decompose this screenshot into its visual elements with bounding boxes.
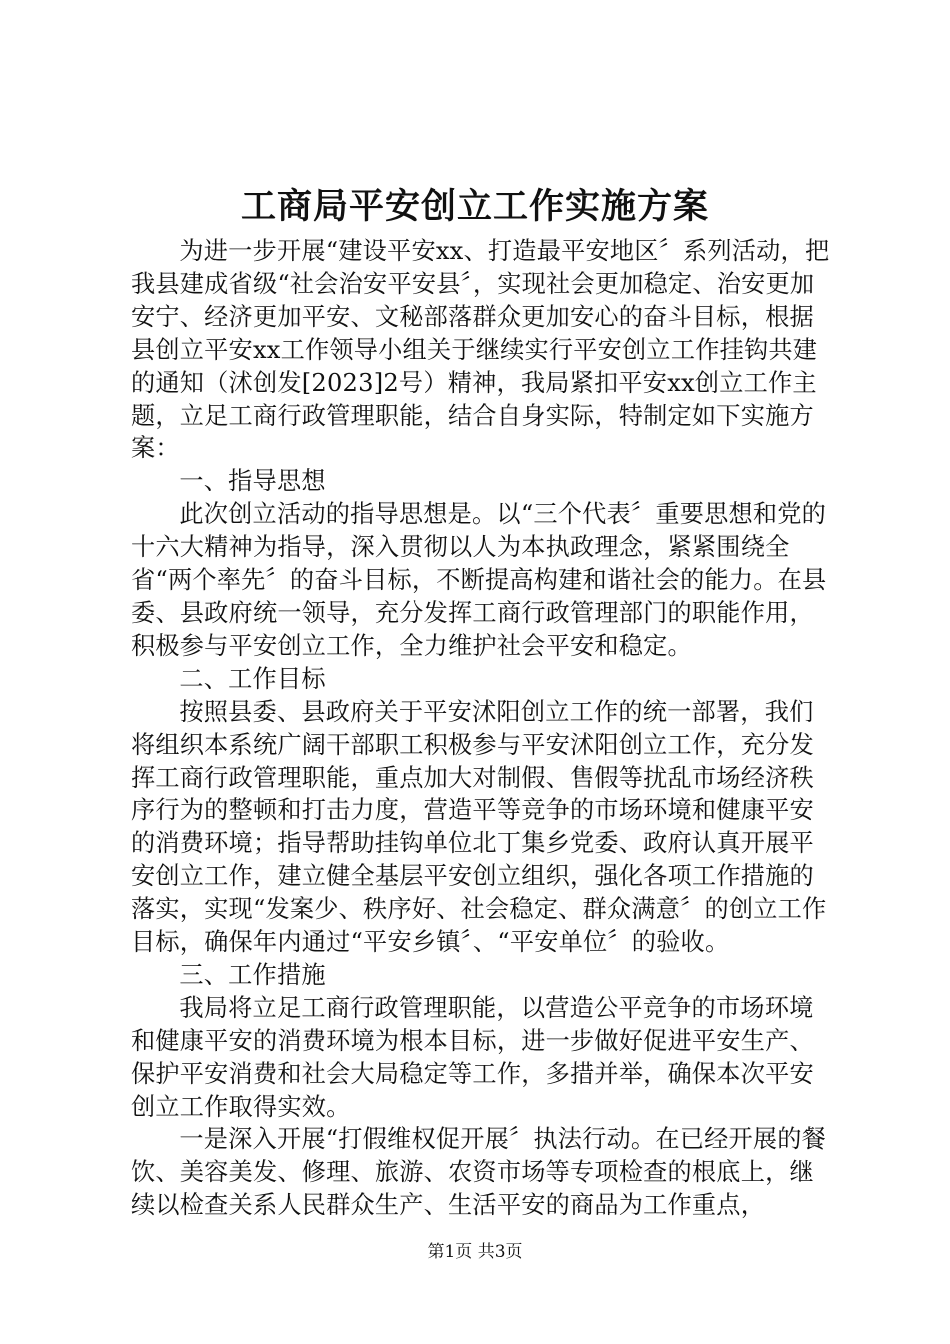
section-paragraph: 我局将立足工商行政管理职能，以营造公平竞争的市场环境和健康平安的消费环境为根本目标，进一步做好促进平安生产、保护平安消费和社会大局稳定等工作，多措并举，确保本次平安创立工作取得实效。 [131, 993, 814, 1121]
section-heading-work-measures: 三、工作措施 [179, 960, 326, 989]
page-number-footer: 第1页 共3页 [427, 1242, 523, 1262]
section-paragraph: 一是深入开展“打假维权促开展〞执法行动。在已经开展的餐饮、美容美发、修理、旅游、农资市场等专项检查的根底上，继续以检查关系人民群众生产、生活平安的商品为工作重点， [131, 1125, 827, 1220]
document-title: 工商局平安创立工作实施方案 [240, 186, 709, 227]
intro-paragraph: 为进一步开展“建设平安xx、打造最平安地区〞系列活动，把我县建成省级“社会治安平安县〞，实现社会更加稳定、治安更加安宁、经济更加平安、文秘部落群众更加安心的奋斗目标，根据县创立平安xx工作领导小组关于继续实行平安创立工作挂钩共建的通知（沭创发[2023]2号）精神，我局紧扣平安xx创立工作主题，立足工商行政管理职能，结合自身实际，特制定如下实施方案： [131, 237, 830, 463]
section-heading-work-goals: 二、工作目标 [179, 664, 326, 693]
document-body [131, 235, 831, 1222]
section-heading-guiding-ideology: 一、指导思想 [179, 467, 326, 496]
section-paragraph: 此次创立活动的指导思想是。以“三个代表〞重要思想和党的十六大精神为指导，深入贯彻以人为本执政理念，紧紧围绕全省“两个率先〞的奋斗目标，不断提高构建和谐社会的能力。在县委、县政府统一领导，充分发挥工商行政管理部门的职能作用，积极参与平安创立工作，全力维护社会平安和稳定。 [131, 500, 827, 660]
section-paragraph: 按照县委、县政府关于平安沭阳创立工作的统一部署，我们将组织本系统广阔干部职工积极参与平安沭阳创立工作，充分发挥工商行政管理职能，重点加大对制假、售假等扰乱市场经济秩序行为的整顿和打击力度，营造平等竞争的市场环境和健康平安的消费环境；指导帮助挂钩单位北丁集乡党委、政府认真开展平安创立工作，建立健全基层平安创立组织，强化各项工作措施的落实，实现“发案少、秩序好、社会稳定、群众满意〞的创立工作目标，确保年内通过“平安乡镇〞、“平安单位〞的验收。 [131, 697, 827, 957]
